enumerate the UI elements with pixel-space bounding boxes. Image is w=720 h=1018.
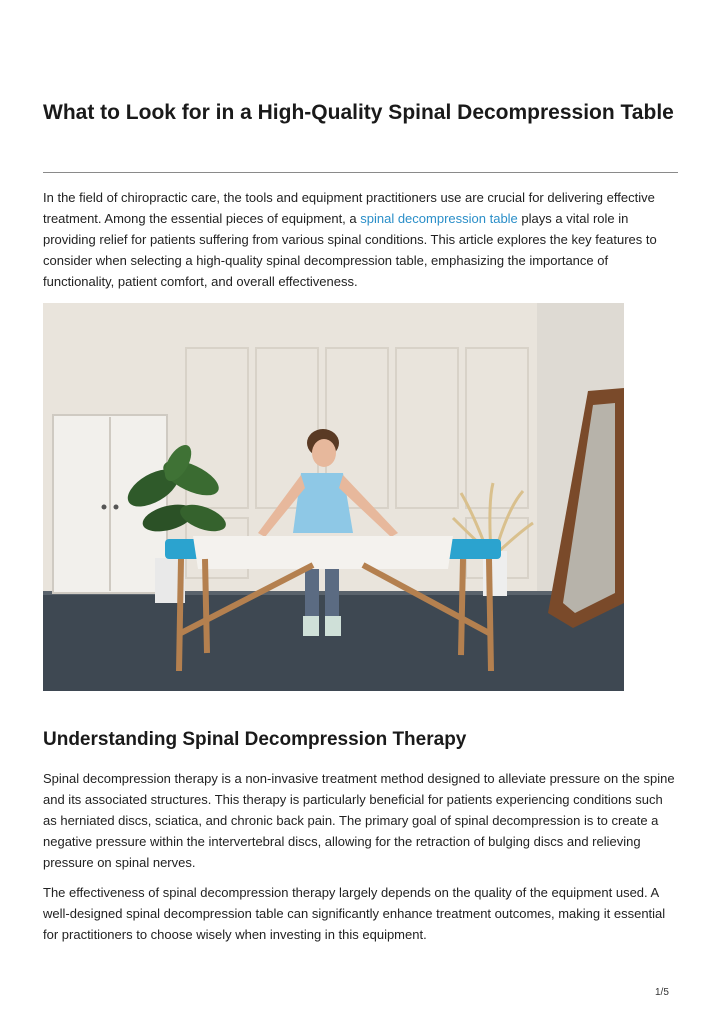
intro-text-before: In the field of chiropractic care, the tools and equipment practitioners use are crucial for delivering effective treatment. Among the essential pieces of equipment, a [43,190,655,226]
article-title: What to Look for in a High-Quality Spinal Decompression Table [43,101,674,124]
hero-image [43,303,624,691]
door-handle-icon [114,505,119,510]
door-handle-icon [102,505,107,510]
intro-paragraph [43,187,678,292]
section-heading: Understanding Spinal Decompression Therapy [43,729,467,750]
spinal-decompression-table-link[interactable]: spinal decompression table [360,211,518,226]
page-number: 1/5 [655,987,669,998]
section-paragraph-1: Spinal decompression therapy is a non-invasive treatment method designed to alleviate pressure on the spine and its associated structures. This therapy is particularly beneficial for patients experiencing conditions such as herniated discs, sciatica, and chronic back pain. The primary goal of spinal decompression is to create a negative pressure within the intervertebral discs, allowing for the retraction of bulging discs and relieving pressure on spinal nerves. [43,771,675,870]
intro-text-after: plays a vital role in providing relief for patients suffering from various spinal conditions. This article explores the key features to consider when selecting a high-quality spinal decompression table, emphasizing the importance of functionality, patient comfort, and overall effectiveness. [43,211,657,289]
clinic-photo-illustration [43,303,624,691]
section-paragraph-2: The effectiveness of spinal decompression therapy largely depends on the quality of the equipment used. A well-designed spinal decompression table can significantly enhance treatment outcomes, making it essential for practitioners to choose wisely when investing in this equipment. [43,885,666,942]
title-divider [43,172,678,173]
